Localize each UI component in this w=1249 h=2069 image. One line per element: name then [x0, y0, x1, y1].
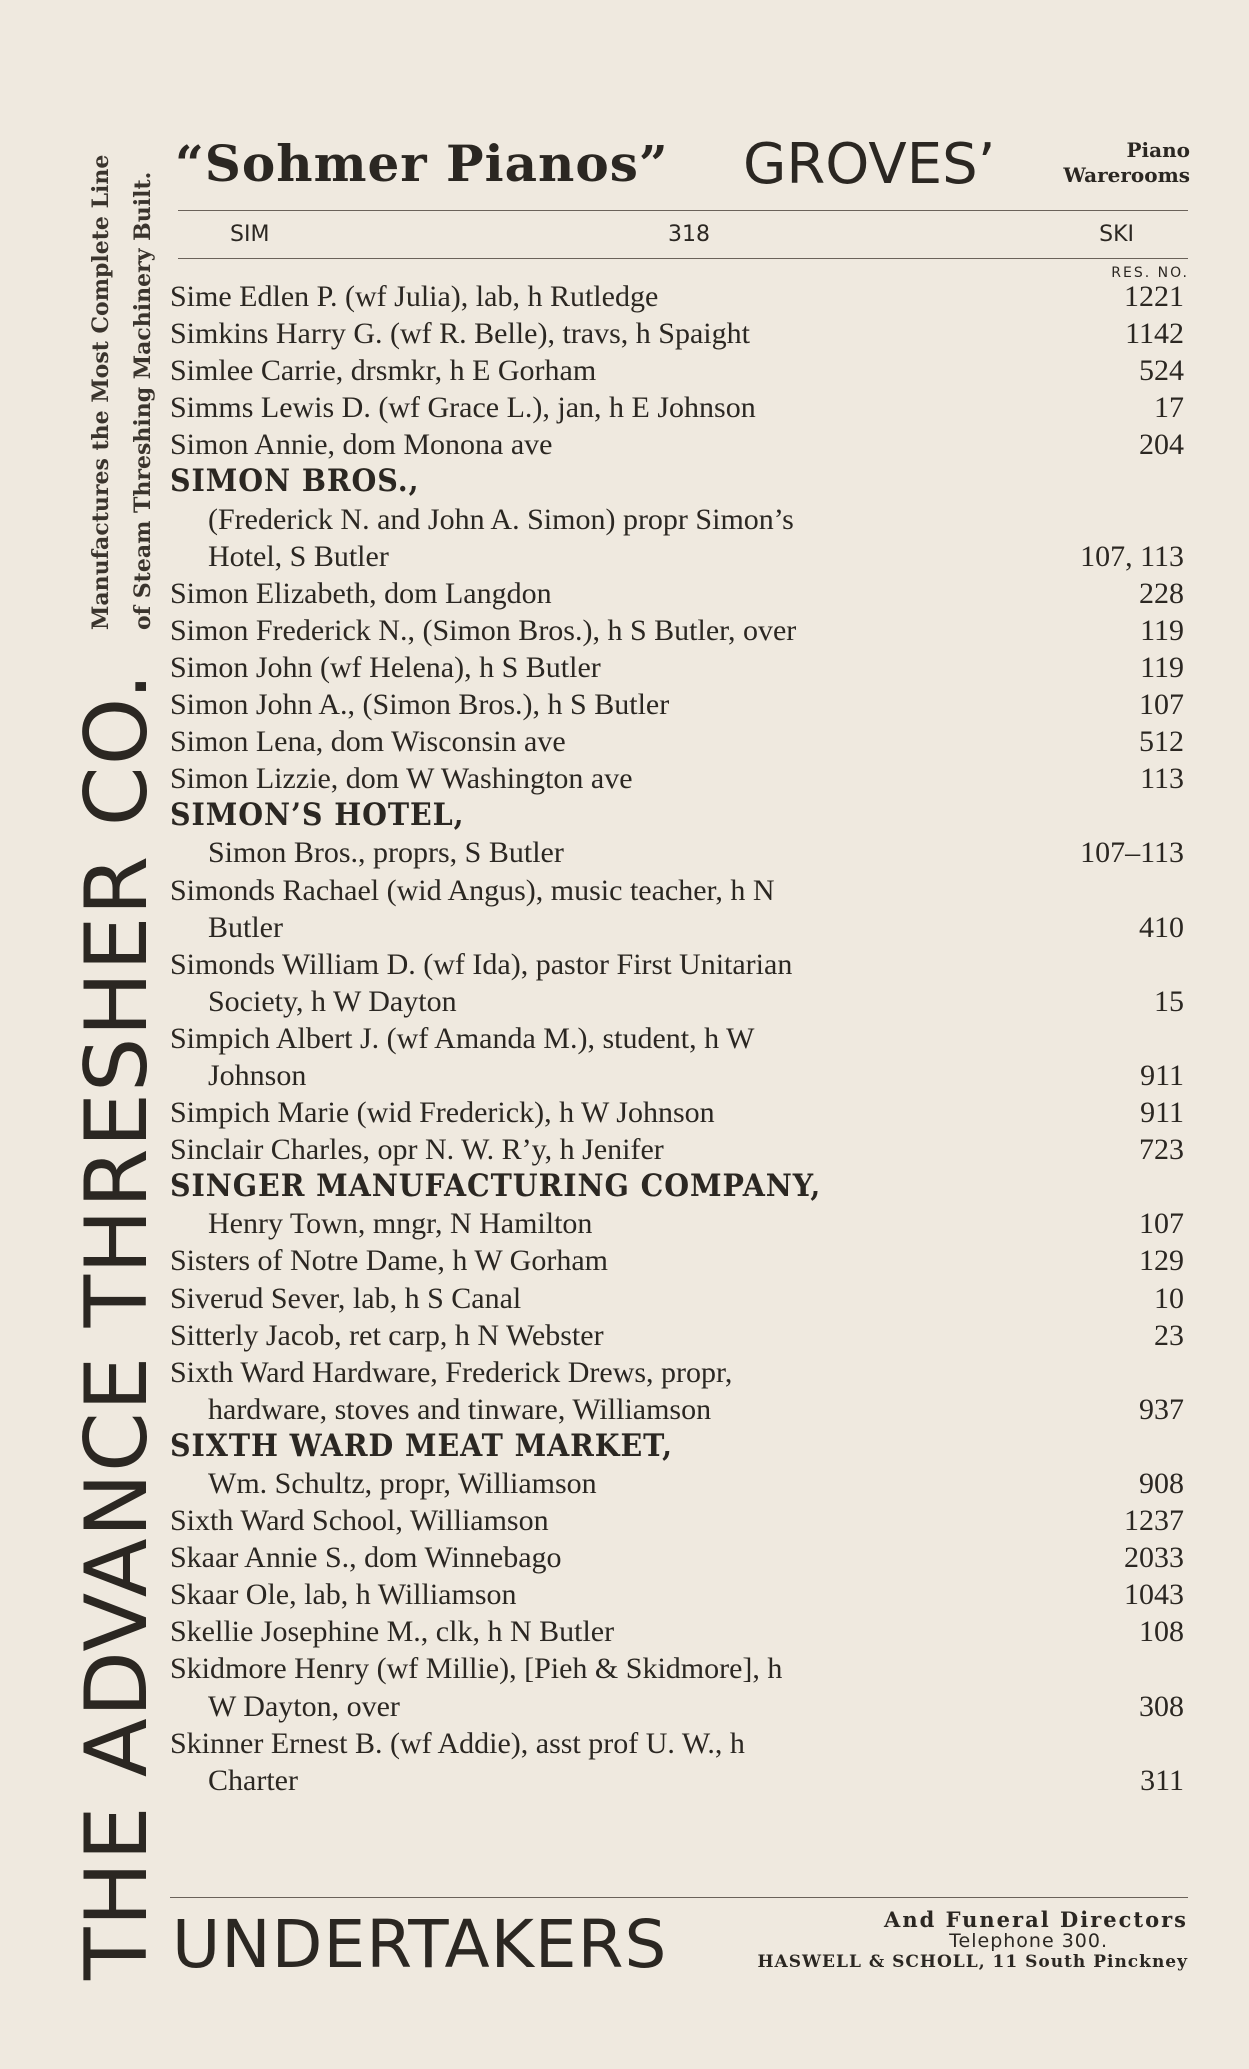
- entry-text: Sixth Ward Hardware, Frederick Drews, propr,: [170, 1355, 733, 1389]
- running-head-left: SIM: [230, 222, 270, 247]
- header-piano-warerooms: [1040, 138, 1190, 188]
- residence-number: 107: [1139, 688, 1184, 722]
- residence-number: 311: [1140, 1763, 1184, 1797]
- side-company-name: THE ADVANCE THRESHER CO.: [67, 671, 167, 1980]
- directory-entry: [170, 315, 1184, 352]
- res-no-label: RES. NO.: [1111, 265, 1189, 281]
- entry-text: Skaar Annie S., dom Winnebago: [170, 1541, 562, 1575]
- page-header: [175, 128, 1190, 204]
- entry-text: SIMON BROS.,: [170, 463, 420, 500]
- residence-number: 107: [1139, 1207, 1184, 1241]
- residence-number: 107–113: [1080, 836, 1184, 870]
- residence-number: 113: [1140, 762, 1184, 796]
- directory-entry: [170, 1762, 1184, 1799]
- entry-text: Simon Lizzie, dom W Washington ave: [170, 762, 633, 796]
- entry-text: Society, h W Dayton: [208, 984, 457, 1018]
- residence-number: 17: [1154, 391, 1184, 425]
- residence-number: 23: [1154, 1318, 1184, 1352]
- directory-entry: [170, 723, 1184, 760]
- entry-text: Simonds Rachael (wid Angus), music teacher, h N: [170, 873, 775, 907]
- business-heading: [170, 1168, 1184, 1205]
- residence-number: 1142: [1125, 317, 1184, 351]
- directory-entry: [170, 426, 1184, 463]
- entry-text: Siverud Sever, lab, h S Canal: [170, 1281, 522, 1315]
- entry-text: W Dayton, over: [208, 1689, 400, 1723]
- directory-entry: [170, 501, 1184, 538]
- side-advertisement: [67, 120, 182, 2000]
- entry-text: Simon John A., (Simon Bros.), h S Butler: [170, 688, 670, 722]
- residence-number: 1221: [1124, 280, 1184, 313]
- entry-text: Simon Elizabeth, dom Langdon: [170, 576, 552, 610]
- entry-text: Sinclair Charles, opr N. W. R’y, h Jenifer: [170, 1133, 664, 1167]
- entry-text: Simpich Marie (wid Frederick), h W Johnson: [170, 1096, 715, 1130]
- directory-entry: [170, 1280, 1184, 1317]
- entry-text: SINGER MANUFACTURING COMPANY,: [170, 1168, 822, 1205]
- residence-number: 129: [1139, 1244, 1184, 1278]
- residence-number: 911: [1140, 1096, 1184, 1130]
- entry-text: Skaar Ole, lab, h Williamson: [170, 1578, 517, 1612]
- residence-number: 108: [1139, 1615, 1184, 1649]
- footer-rule: [170, 1897, 1188, 1898]
- directory-entry: [170, 1205, 1184, 1242]
- residence-number: 15: [1154, 984, 1184, 1018]
- directory-entry: [170, 1317, 1184, 1354]
- header-warerooms: Warerooms: [1063, 163, 1190, 187]
- directory-entry: [170, 575, 1184, 612]
- footer-undertakers: UNDERTAKERS: [172, 1906, 668, 1983]
- residence-number: 512: [1139, 725, 1184, 759]
- directory-entry: [170, 1131, 1184, 1168]
- business-heading: [170, 1428, 1184, 1465]
- business-heading: [170, 463, 1184, 500]
- residence-number: 524: [1139, 354, 1184, 388]
- footer-telephone: Telephone 300.: [949, 1930, 1108, 1952]
- header-groves: GROVES’: [743, 132, 996, 197]
- residence-number: 723: [1139, 1133, 1184, 1167]
- header-sohmer-pianos: “Sohmer Pianos”: [175, 134, 669, 193]
- directory-entry: [170, 389, 1184, 426]
- residence-number: 2033: [1124, 1541, 1184, 1575]
- entry-text: Skinner Ernest B. (wf Addie), asst prof U. W., h: [170, 1726, 745, 1760]
- entry-text: Simms Lewis D. (wf Grace L.), jan, h E Johnson: [170, 391, 756, 425]
- entry-text: Henry Town, mngr, N Hamilton: [208, 1207, 593, 1241]
- entry-text: Charter: [208, 1763, 298, 1797]
- directory-entry: [170, 872, 1184, 909]
- entry-text: Simlee Carrie, drsmkr, h E Gorham: [170, 354, 597, 388]
- running-head: [230, 222, 1134, 252]
- directory-entry: [170, 649, 1184, 686]
- entry-text: Simkins Harry G. (wf R. Belle), travs, h Spaight: [170, 317, 750, 351]
- footer-address: HASWELL & SCHOLL, 11 South Pinckney: [757, 1952, 1188, 1972]
- business-heading: [170, 797, 1184, 834]
- running-head-right: SKI: [1099, 222, 1134, 247]
- directory-entry: [170, 1725, 1184, 1762]
- directory-entry: [170, 538, 1184, 575]
- footer-advertisement: [172, 1905, 1188, 1985]
- directory-entry: [170, 1391, 1184, 1428]
- directory-entry: [170, 1354, 1184, 1391]
- residence-number: 1043: [1124, 1578, 1184, 1612]
- residence-number: 204: [1139, 428, 1184, 462]
- entry-text: Hotel, S Butler: [208, 539, 389, 573]
- directory-entry: [170, 983, 1184, 1020]
- page-number: 318: [668, 222, 710, 247]
- entry-text: Wm. Schultz, propr, Williamson: [208, 1467, 597, 1500]
- directory-entry: [170, 1465, 1184, 1502]
- directory-entry: [170, 352, 1184, 389]
- entry-text: SIXTH WARD MEAT MARKET,: [170, 1427, 673, 1464]
- directory-entry: [170, 1688, 1184, 1725]
- entry-text: Simon John (wf Helena), h S Butler: [170, 650, 601, 684]
- footer-funeral-directors: And Funeral Directors: [884, 1907, 1188, 1932]
- directory-entry: [170, 1057, 1184, 1094]
- entry-text: Sixth Ward School, Williamson: [170, 1504, 549, 1538]
- entry-text: Sisters of Notre Dame, h W Gorham: [170, 1244, 608, 1278]
- running-head-rule: [178, 258, 1188, 259]
- residence-number: 410: [1139, 910, 1184, 944]
- residence-number: 119: [1140, 650, 1184, 684]
- side-tagline-line2: of Steam Threshing Machinery Built.: [130, 171, 156, 630]
- directory-entry: [170, 909, 1184, 946]
- entry-text: Simon Annie, dom Monona ave: [170, 428, 553, 462]
- entry-text: Simon Lena, dom Wisconsin ave: [170, 725, 566, 759]
- entry-text: Skellie Josephine M., clk, h N Butler: [170, 1615, 615, 1649]
- entry-text: Sitterly Jacob, ret carp, h N Webster: [170, 1318, 604, 1352]
- directory-entry: [170, 1502, 1184, 1539]
- directory-entry: [170, 834, 1184, 871]
- entry-text: Butler: [208, 910, 283, 944]
- directory-entry: [170, 1242, 1184, 1279]
- directory-entry: [170, 946, 1184, 983]
- directory-entry: [170, 686, 1184, 723]
- entry-text: hardware, stoves and tinware, Williamson: [208, 1392, 712, 1426]
- directory-entry: [170, 760, 1184, 797]
- entry-text: Simon Frederick N., (Simon Bros.), h S Butler, over: [170, 613, 797, 647]
- directory-entry: [170, 1613, 1184, 1650]
- entry-text: Simonds William D. (wf Ida), pastor First Unitarian: [170, 947, 793, 981]
- side-tagline-line1: Manufactures the Most Complete Line: [88, 154, 114, 630]
- residence-number: 911: [1140, 1058, 1184, 1092]
- entry-text: Johnson: [208, 1058, 307, 1092]
- directory-entry: [170, 278, 1184, 315]
- directory-entry: [170, 612, 1184, 649]
- entry-text: SIMON’S HOTEL,: [170, 797, 465, 834]
- entry-text: Sime Edlen P. (wf Julia), lab, h Rutledge: [170, 280, 659, 313]
- entry-text: Simpich Albert J. (wf Amanda M.), student, h W: [170, 1021, 755, 1055]
- header-piano: Piano: [1126, 138, 1190, 162]
- entry-text: Skidmore Henry (wf Millie), [Pieh & Skidmore], h: [170, 1652, 783, 1686]
- directory-entry: [170, 1650, 1184, 1687]
- residence-number: 1237: [1124, 1504, 1184, 1538]
- header-rule: [178, 210, 1188, 211]
- entry-text: Simon Bros., proprs, S Butler: [208, 836, 564, 870]
- directory-entry: [170, 1094, 1184, 1131]
- directory-listings: [170, 278, 1184, 1799]
- residence-number: 308: [1139, 1689, 1184, 1723]
- entry-text: (Frederick N. and John A. Simon) propr Simon’s: [208, 502, 794, 536]
- residence-number: 107, 113: [1080, 539, 1184, 573]
- side-tagline: [80, 110, 164, 630]
- residence-number: 228: [1139, 576, 1184, 610]
- directory-entry: [170, 1576, 1184, 1613]
- directory-entry: [170, 1539, 1184, 1576]
- residence-number: 908: [1139, 1467, 1184, 1500]
- residence-number: 119: [1140, 613, 1184, 647]
- residence-number: 937: [1139, 1392, 1184, 1426]
- residence-number: 10: [1154, 1281, 1184, 1315]
- directory-entry: [170, 1020, 1184, 1057]
